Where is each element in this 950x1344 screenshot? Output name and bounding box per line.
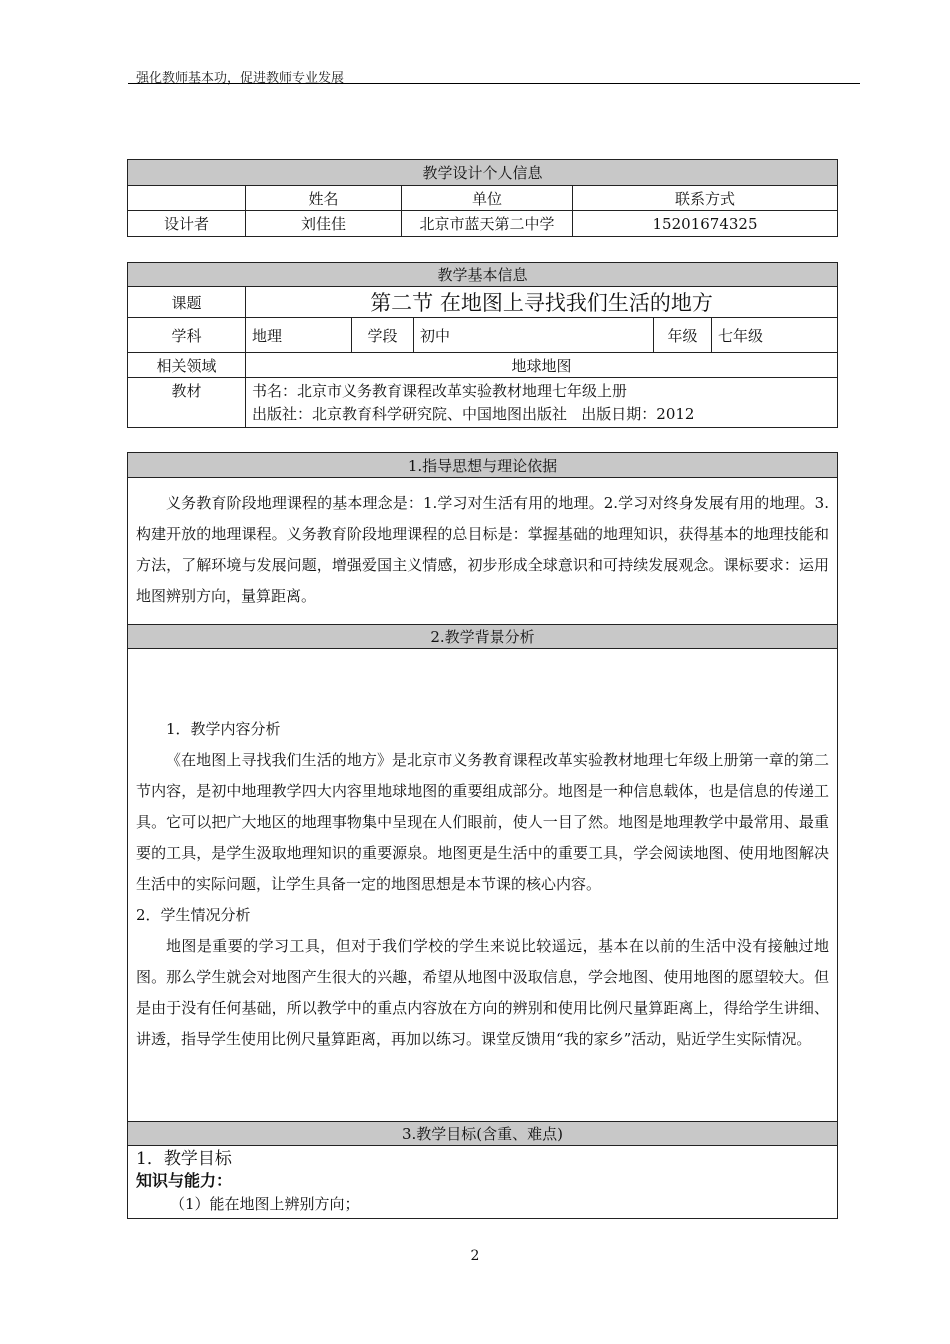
page-number: 2 — [470, 1248, 480, 1264]
section-3-title: 3.教学目标(含重、难点) — [128, 1122, 838, 1146]
header-rule — [128, 83, 860, 84]
stage-label: 学段 — [352, 318, 414, 353]
designer-name: 刘佳佳 — [246, 211, 402, 237]
section-3-body — [128, 1146, 838, 1219]
section-1-body — [128, 478, 838, 625]
page-header: 强化教师基本功，促进教师专业发展 — [136, 71, 345, 86]
grade-label: 年级 — [654, 318, 712, 353]
material-value — [246, 378, 838, 428]
designer-label: 设计者 — [128, 211, 246, 237]
empty-cell — [128, 186, 246, 211]
content-analysis-heading: 1．教学内容分析 — [166, 719, 281, 738]
section-2-body — [128, 649, 838, 1122]
material-line-2: 出版社：北京教育科学研究院、中国地图出版社 出版日期：2012 — [252, 404, 695, 423]
subject-value: 地理 — [246, 318, 352, 353]
content-analysis-text: 《在地图上寻找我们生活的地方》是北京市义务教育课程改革实验教材地理七年级上册第一章的第二节内容，是初中地理教学四大内容里地球地图的重要组成部分。地图是一种信息载体，也是信息的传递工具。它可以把广大地区的地理事物集中呈现在人们眼前，使人一目了然。地图是地理教学中最常用、最重要的工具，是学生汲取地理知识的重要源泉。地图更是生活中的重要工具，学会阅读地图、使用地图解决生活中的实际问题，让学生具备一定的地图思想是本节课的核心内容。 — [136, 750, 829, 893]
stage-value: 初中 — [414, 318, 654, 353]
student-analysis-text: 地图是重要的学习工具，但对于我们学校的学生来说比较遥远，基本在以前的生活中没有接触过地图。那么学生就会对地图产生很大的兴趣，希望从地图中汲取信息，学会地图、使用地图的愿望较大。但是由于没有任何基础，所以教学中的重点内容放在方向的辨别和使用比例尺量算距离上，得给学生讲细、讲透，指导学生使用比例尺量算距离，再加以练习。课堂反馈用“我的家乡”活动，贴近学生实际情况。 — [136, 936, 829, 1048]
designer-contact: 15201674325 — [573, 211, 838, 237]
material-label: 教材 — [128, 378, 246, 428]
col-name-header: 姓名 — [246, 186, 402, 211]
topic-value: 第二节 在地图上寻找我们生活的地方 — [246, 287, 838, 318]
section-2-title: 2.教学背景分析 — [128, 625, 838, 649]
material-line-1: 书名：北京市义务教育课程改革实验教材地理七年级上册 — [252, 381, 628, 400]
topic-label: 课题 — [128, 287, 246, 318]
col-contact-header: 联系方式 — [573, 186, 838, 211]
designer-unit: 北京市蓝天第二中学 — [402, 211, 573, 237]
knowledge-ability-heading: 知识与能力： — [136, 1171, 233, 1190]
grade-value: 七年级 — [712, 318, 838, 353]
field-label: 相关领域 — [128, 353, 246, 378]
section-1-text: 义务教育阶段地理课程的基本理念是：1.学习对生活有用的地理。2.学习对终身发展有用的地理。3.构建开放的地理课程。义务教育阶段地理课程的总目标是：掌握基础的地理知识，获得基本的地理技能和方法，了解环境与发展问题，增强爱国主义情感，初步形成全球意识和可持续发展观念。课标要求：运用地图辨别方向，量算距离。 — [136, 494, 829, 605]
goal-item-1: （1）能在地图上辨别方向； — [170, 1195, 360, 1213]
basic-info-title: 教学基本信息 — [128, 263, 838, 287]
col-unit-header: 单位 — [402, 186, 573, 211]
basic-info-table — [127, 262, 838, 428]
student-analysis-heading: 2．学生情况分析 — [136, 905, 251, 924]
section-1-title: 1.指导思想与理论依据 — [128, 453, 838, 478]
personal-info-title: 教学设计个人信息 — [128, 160, 838, 186]
subject-label: 学科 — [128, 318, 246, 353]
content-table — [127, 452, 838, 1219]
teaching-goals-heading: 1．教学目标 — [136, 1149, 232, 1169]
field-value: 地球地图 — [246, 353, 838, 378]
personal-info-table — [127, 159, 838, 237]
